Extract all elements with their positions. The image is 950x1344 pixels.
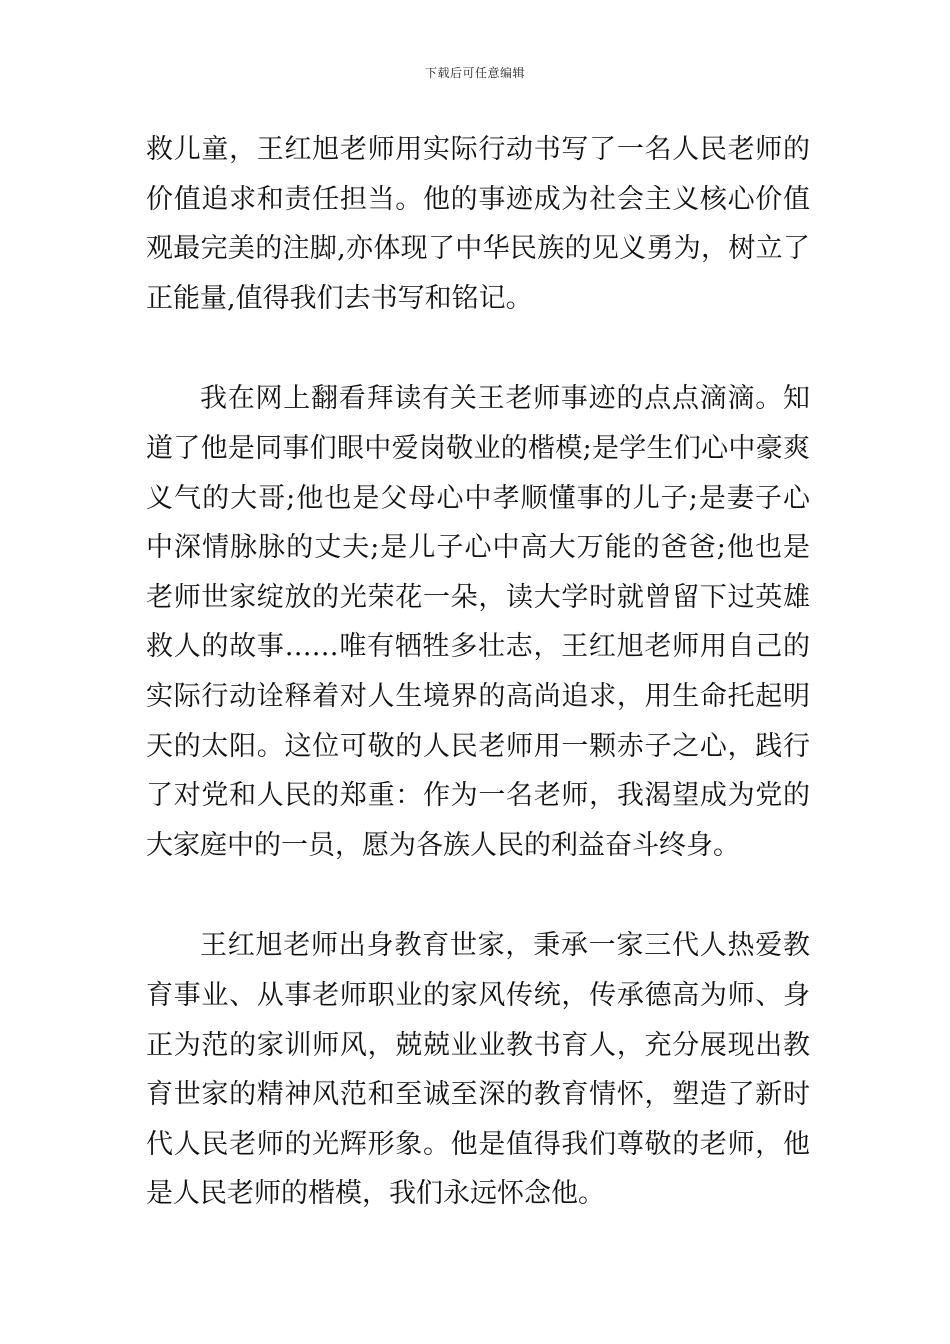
paragraph-2: 我在网上翻看拜读有关王老师事迹的点点滴滴。知道了他是同事们眼中爱岗敬业的楷模;是学生们心中豪爽义气的大哥;他也是父母心中孝顺懂事的儿子;是妻子心中深情脉脉的丈夫;是儿子心中高大万能的爸爸;他也是老师世家绽放的光荣花一朵，读大学时就曾留下过英雄救人的故事……唯有牺牲多壮志，王红旭老师用自己的实际行动诠释着对人生境界的高尚追求，用生命托起明天的太阳。这位可敬的人民老师用一颗赤子之心，践行了对党和人民的郑重：作为一名老师，我渴望成为党的大家庭中的一员，愿为各族人民的利益奋斗终身。 [146, 383, 810, 861]
paragraph-1: 救儿童，王红旭老师用实际行动书写了一名人民老师的价值追求和责任担当。他的事迹成为社会主义核心价值观最完美的注脚,亦体现了中华民族的见义勇为，树立了正能量,值得我们去书写和铭记。 [146, 134, 810, 314]
page-header: 下载后可任意编辑 [424, 66, 525, 80]
paragraph-3: 王红旭老师出身教育世家，秉承一家三代人热爱教育事业、从事老师职业的家风传统，传承德高为师、身正为范的家训师风，兢兢业业教书育人，充分展现出教育世家的精神风范和至诚至深的教育情怀，塑造了新时代人民老师的光辉形象。他是值得我们尊敬的老师，他是人民老师的楷模，我们永远怀念他。 [146, 930, 810, 1210]
document-body [146, 125, 810, 1219]
